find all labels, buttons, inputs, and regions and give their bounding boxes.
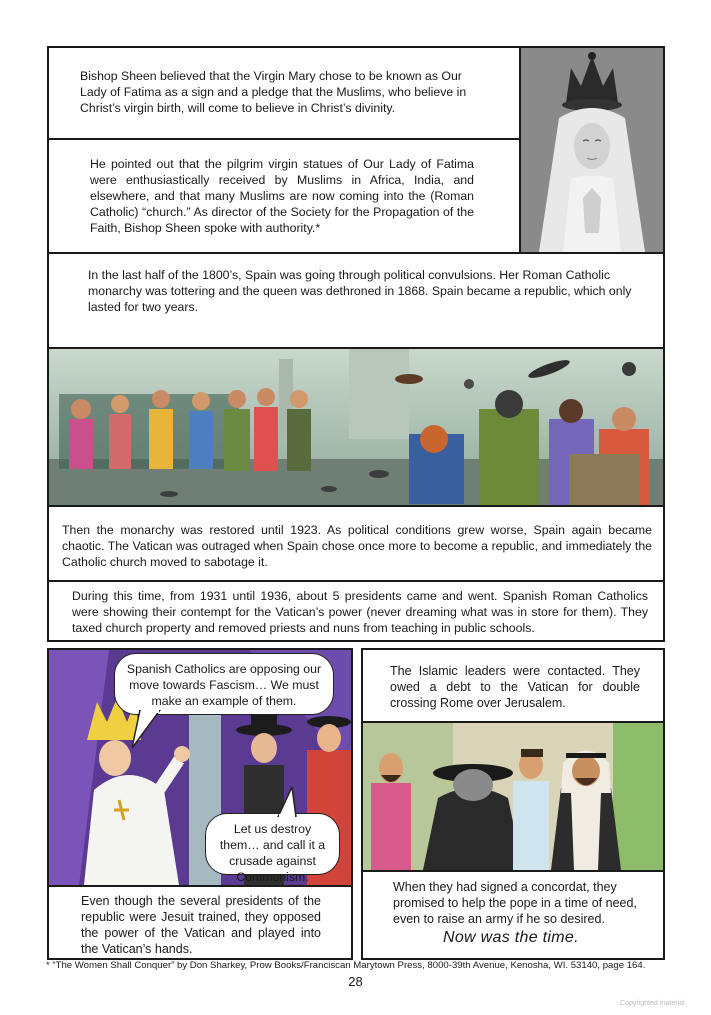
islamic-panel-divider-bottom <box>363 870 663 872</box>
pope-panel-divider <box>49 885 351 887</box>
islamic-leaders-panel <box>361 648 665 960</box>
caption-statues-text: He pointed out that the pilgrim virgin statues of Our Lady of Fatima were enthusiastically received by Muslims in Africa, India, and elsewhere, and that many Muslims are now coming into the (Roman Catholic) “church.” As director of the Society for the Propagation of the Faith, Bishop Sheen spoke with authority.* <box>90 157 474 235</box>
caption-1923-text: Then the monarchy was restored until 1923. As political conditions grew worse, Spain again became chaotic. The Vatican was outraged when Spain chose once more to become a republic, and immediately the Catholic church moved to sabotage it. <box>62 523 652 569</box>
virgin-statue-illustration <box>521 48 663 252</box>
caption-jesuit-text: Even though the several presidents of the republic were Jesuit trained, they opposed the power of the Vatican and played into the Vatican’s hands. <box>81 894 321 956</box>
pope-comic-panel <box>47 648 353 960</box>
page-number: 28 <box>348 974 363 989</box>
priest-speech-bubble: Let us destroy them… and call it a crusade against Communism. <box>205 813 340 875</box>
caption-islamic-text: The Islamic leaders were contacted. They owed a debt to the Vatican for double crossing Rome over Jerusalem. <box>390 664 640 710</box>
statue-image-panel <box>519 46 665 254</box>
priest-bubble-tail <box>274 787 304 817</box>
caption-now-was-the-time: Now was the time. <box>443 929 579 946</box>
copyright-watermark: Copyrighted material <box>620 1000 685 1007</box>
footnote: * “The Women Shall Conquer” by Don Sharkey, Prow Books/Franciscan Marytown Press, 8000-39th Avenue, Kenosha, WI. 53140, page 164. <box>46 960 646 971</box>
street-riot-illustration <box>49 349 663 505</box>
caption-concordat-text: When they had signed a concordat, they promised to help the pope in a time of need, even to raise an army if he so desired. <box>393 880 637 926</box>
caption-1931-text: During this time, from 1931 until 1936, about 5 presidents came and went. Spanish Roman Catholics were showing their contempt for the Vatican’s power (never dreaming what was in store for them). They taxed church property and removed priests and nuns from teaching in public schools. <box>72 589 648 635</box>
caption-fatima-text: Bishop Sheen believed that the Virgin Mary chose to be known as Our Lady of Fatima as a sign and a pledge that the Muslims, who believe in Christ’s virgin birth, will come to believe in Christ’s divinity. <box>80 69 467 115</box>
pope-bubble-tail <box>132 710 172 750</box>
riot-image-panel <box>47 347 665 507</box>
caption-1800s-text: In the last half of the 1800’s, Spain was going through political convulsions. Her Roman Catholic monarchy was tottering and the queen was dethroned in 1868. Spain became a republic, which only lasted for two years. <box>88 268 632 314</box>
concordat-meeting-illustration <box>363 723 663 870</box>
pope-speech-bubble: Spanish Catholics are opposing our move towards Fascism… We must make an example of them. <box>114 653 334 715</box>
